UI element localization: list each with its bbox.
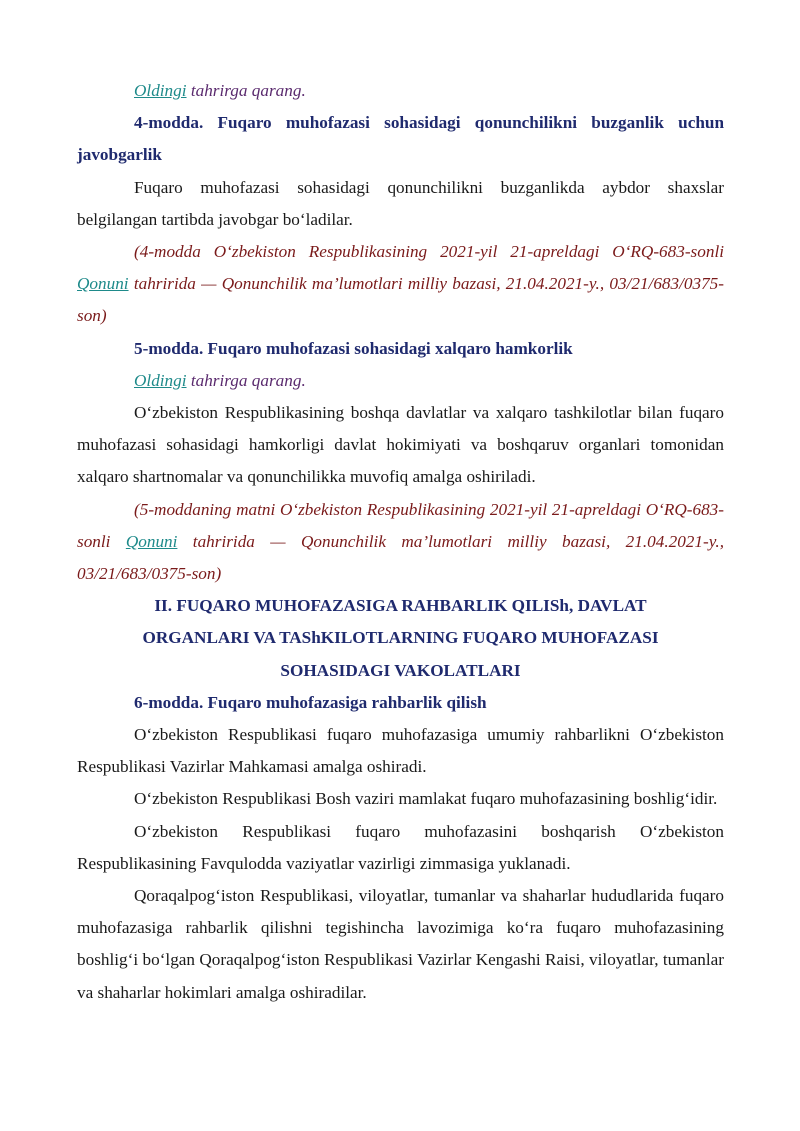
- previous-edition-note: [77, 75, 724, 107]
- amendment-text-before: (5-moddaning matni O‘zbekiston Respublikasining 2021-yil 21-apreldagi O‘RQ-683-sonli: [77, 499, 724, 551]
- previous-edition-text: tahrirga qarang.: [186, 370, 306, 390]
- article-6-paragraph: O‘zbekiston Respublikasi fuqaro muhofazasini boshqarish O‘zbekiston Respublikasining Favqulodda vaziyatlar vazirligi zimmasiga yuklanadi.: [77, 821, 724, 873]
- article-6-paragraph: O‘zbekiston Respublikasi Bosh vaziri mamlakat fuqaro muhofazasining boshlig‘idir.: [134, 789, 718, 809]
- article-5-body: O‘zbekiston Respublikasining boshqa davlatlar va xalqaro tashkilotlar bilan fuqaro muhofazasi sohasidagi hamkorligi davlat hokimiyati va boshqaruv organlari tomonidan xalqaro shartnomalar va qonunchilikka muvofiq amalga oshiriladi.: [77, 403, 724, 487]
- chapter-2-heading: [77, 590, 724, 687]
- law-link[interactable]: Qonuni: [125, 531, 178, 551]
- previous-edition-link[interactable]: Oldingi: [134, 370, 187, 390]
- previous-edition-text: tahrirga qarang.: [186, 81, 306, 100]
- chapter-heading-line: ORGANLARI VA TAShKILOTLARNING FUQARO MUHOFAZASI: [142, 628, 659, 648]
- chapter-heading-line: SOHASIDAGI VAKOLATLARI: [280, 660, 521, 680]
- article-4-body: Fuqaro muhofazasi sohasidagi qonunchilikni buzganlikda aybdor shaxslar belgilangan tartibda javobgar bo‘ladilar.: [77, 177, 724, 229]
- article-6-heading: 6-modda. Fuqaro muhofazasiga rahbarlik qilish: [134, 692, 487, 712]
- law-link[interactable]: Qonuni: [77, 274, 129, 294]
- article-4-amendment-note: [77, 236, 724, 333]
- article-5-amendment-note: [77, 494, 724, 591]
- article-4-heading: 4-modda. Fuqaro muhofazasi sohasidagi qonunchilikni buzganlik uchun javobgarlik: [77, 113, 724, 165]
- amendment-text-before: (4-modda O‘zbekiston Respublikasining 2021-yil 21-apreldagi O‘RQ-683-sonli: [134, 242, 724, 262]
- amendment-text-after: tahririda — Qonunchilik ma’lumotlari milliy bazasi, 21.04.2021-y., 03/21/683/0375-son): [77, 274, 724, 326]
- amendment-text-after: tahririda — Qonunchilik ma’lumotlari milliy bazasi, 21.04.2021-y., 03/21/683/0375-son): [77, 531, 724, 584]
- previous-edition-link[interactable]: Oldingi: [134, 81, 187, 100]
- article-6-paragraph: O‘zbekiston Respublikasi fuqaro muhofazasiga umumiy rahbarlikni O‘zbekiston Respublikasi Vazirlar Mahkamasi amalga oshiradi.: [77, 725, 724, 777]
- previous-edition-note: [77, 365, 724, 397]
- article-6-paragraph: Qoraqalpog‘iston Respublikasi, viloyatlar, tumanlar va shaharlar hududlarida fuqaro muhofazasiga rahbarlik qilishni tegishincha lavozimiga ko‘ra fuqaro muhofazasining boshlig‘i bo‘lgan Qoraqalpog‘iston Respublikasi Vazirlar Kengashi Raisi, viloyatlar, tumanlar va shaharlar hokimlari amalga oshiradilar.: [77, 886, 724, 1002]
- document-page: [77, 75, 724, 1009]
- article-5-heading: 5-modda. Fuqaro muhofazasi sohasidagi xalqaro hamkorlik: [134, 338, 573, 358]
- chapter-heading-line: II. FUQARO MUHOFAZASIGA RAHBARLIK QILISh, DAVLAT: [154, 596, 647, 616]
